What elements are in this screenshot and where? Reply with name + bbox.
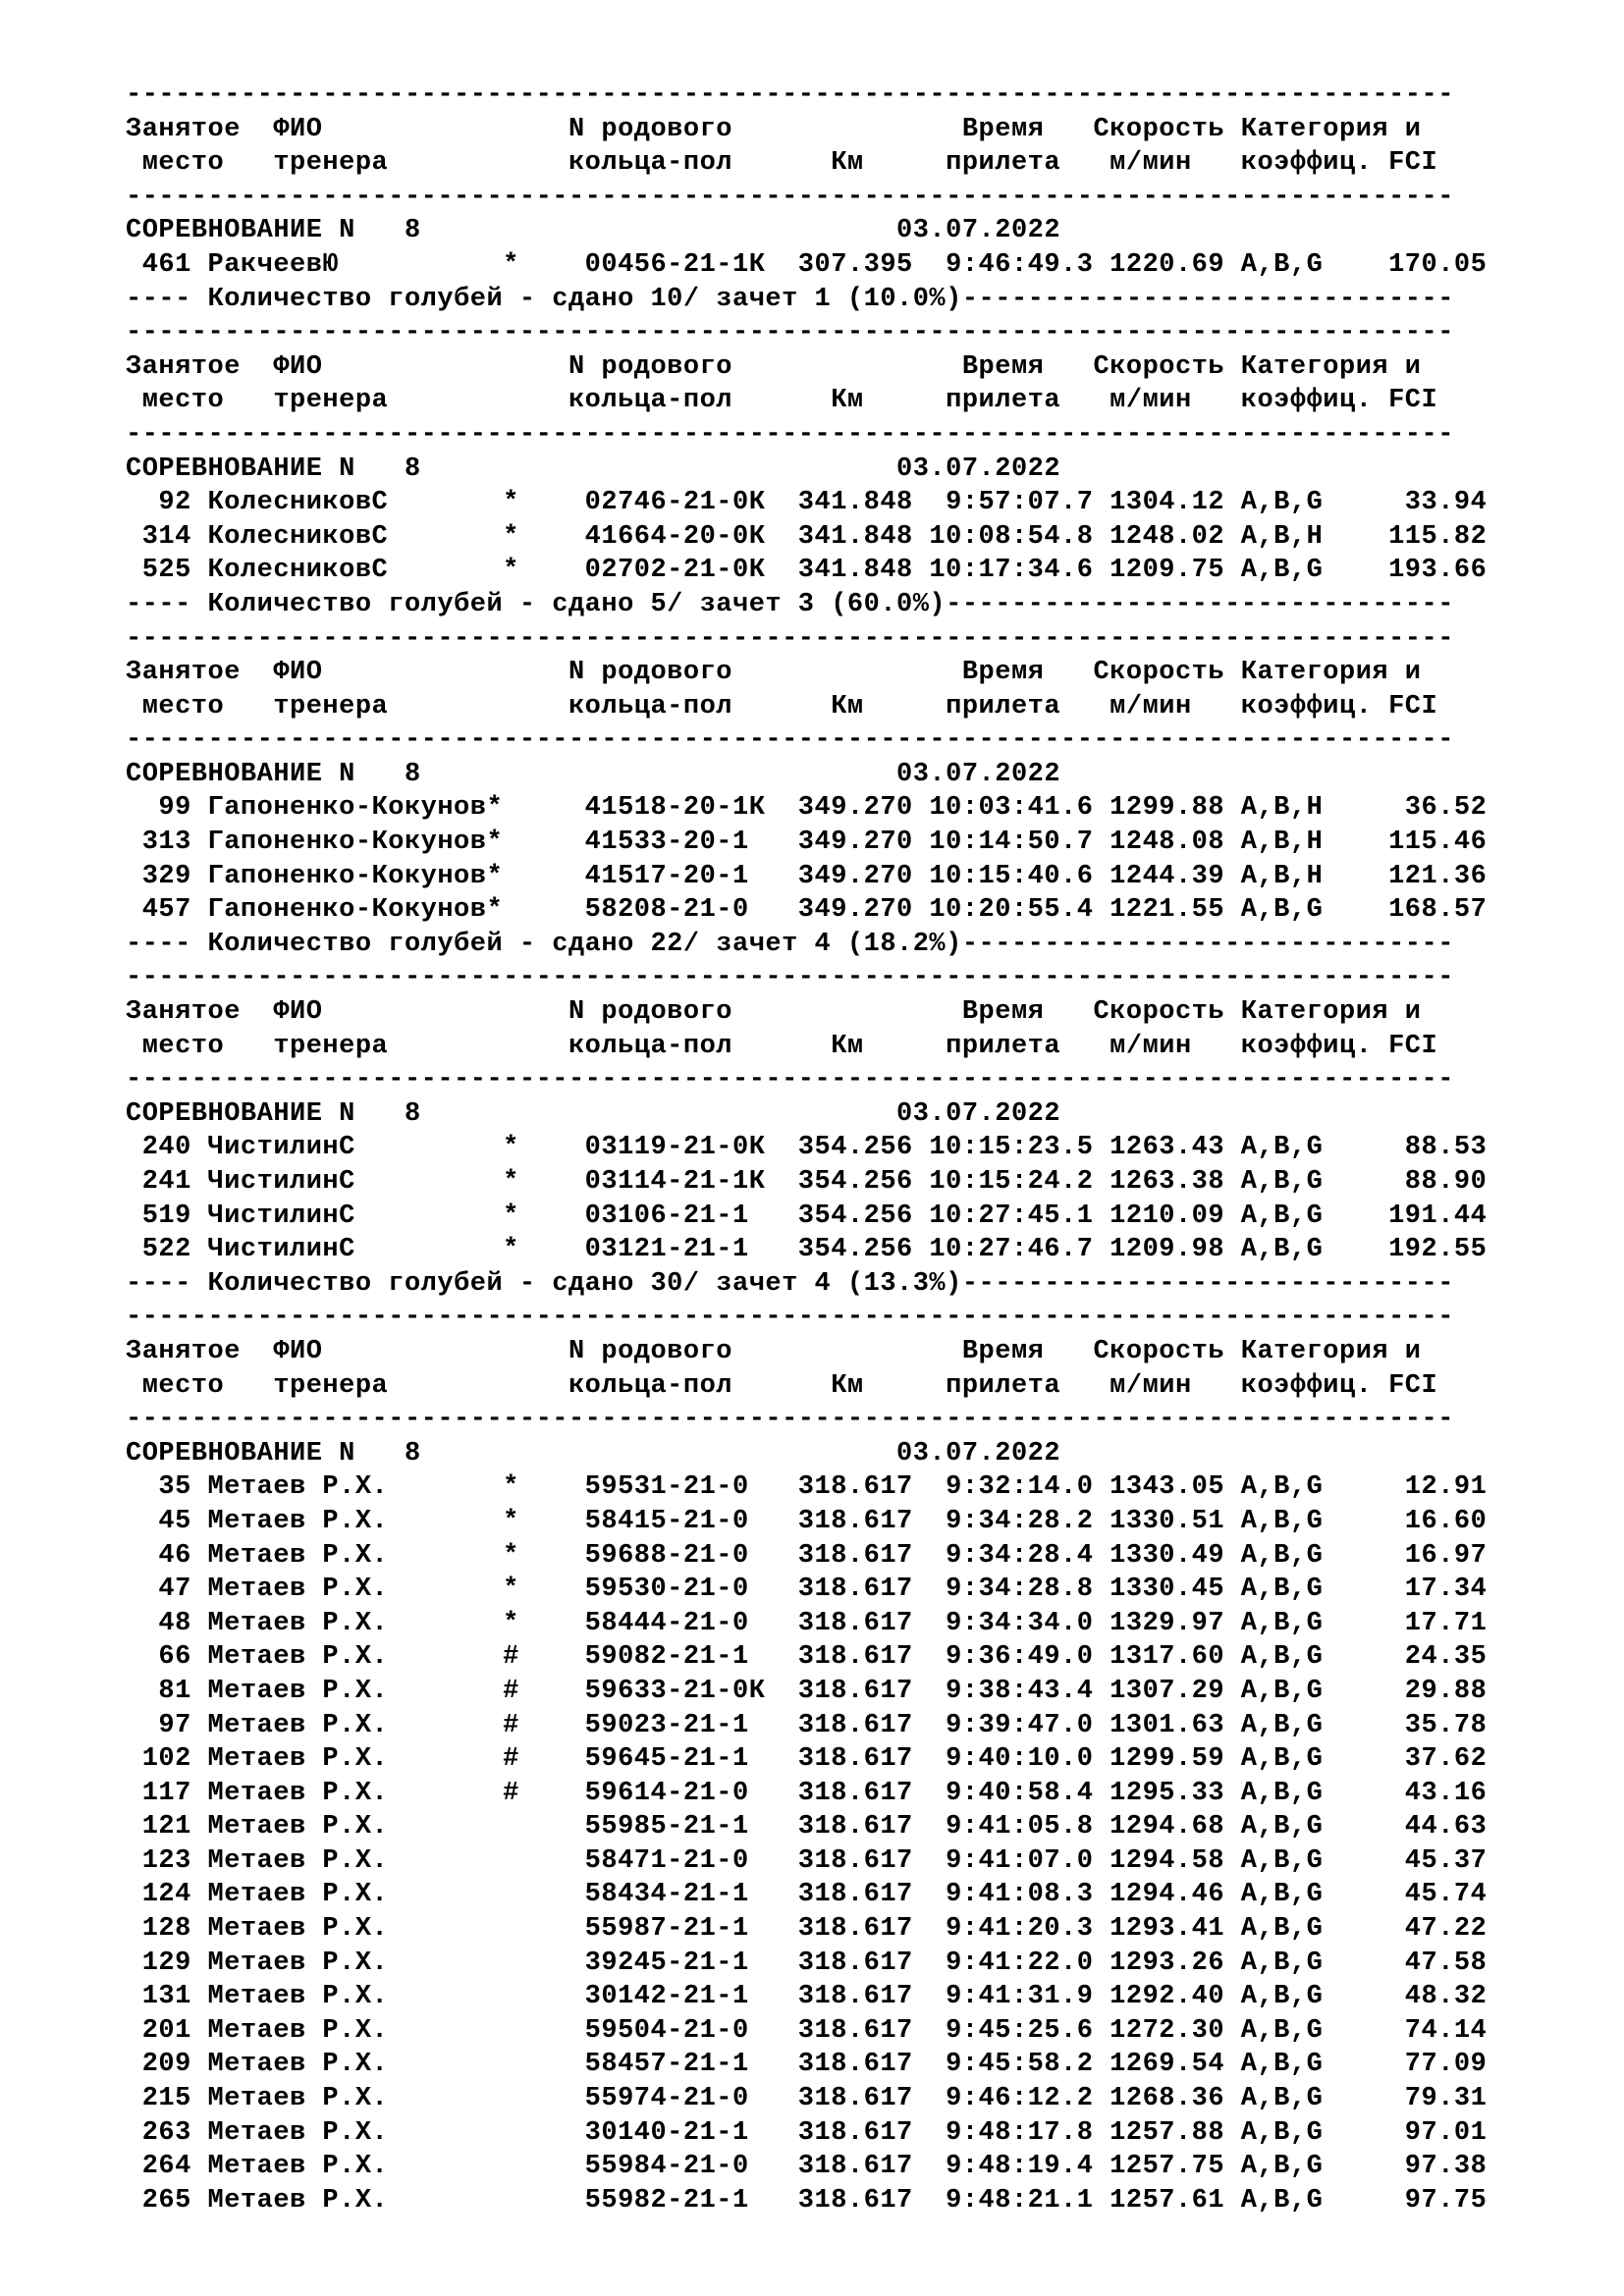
result-row: 240 ЧистилинС * 03119-21-0К 354.256 10:15:23.5 1263.43 A,B,G 88.53 xyxy=(126,1133,1488,1163)
result-row: 314 КолесниковС * 41664-20-0К 341.848 10:08:54.8 1248.02 A,B,H 115.82 xyxy=(126,521,1488,552)
result-row: 99 Гапоненко-Кокунов* 41518-20-1К 349.270 10:03:41.6 1299.88 A,B,H 36.52 xyxy=(126,793,1488,824)
summary-line: ---- Количество голубей - сдано 22/ зачет 4 (18.2%)------------------------------ xyxy=(126,929,1454,959)
column-header: Занятое ФИО N родового Время Скорость Категория и xyxy=(126,1336,1422,1366)
column-header: место тренера кольца-пол Км прилета м/мин коэффиц. FCI xyxy=(126,1031,1438,1061)
competition-header: СОРЕВНОВАНИЕ N 8 03.07.2022 xyxy=(126,216,1061,246)
column-header: место тренера кольца-пол Км прилета м/мин коэффиц. FCI xyxy=(126,386,1438,416)
separator-line: --------------------------------------------------------------------------------- xyxy=(126,318,1454,348)
result-row: 241 ЧистилинС * 03114-21-1К 354.256 10:15:24.2 1263.38 A,B,G 88.90 xyxy=(126,1167,1488,1197)
result-row: 264 Метаев Р.Х. 55984-21-0 318.617 9:48:19.4 1257.75 A,B,G 97.38 xyxy=(126,2152,1488,2182)
result-row: 525 КолесниковС * 02702-21-0К 341.848 10:17:34.6 1209.75 A,B,G 193.66 xyxy=(126,556,1488,586)
column-header: Занятое ФИО N родового Время Скорость Категория и xyxy=(126,658,1422,688)
result-row: 263 Метаев Р.Х. 30140-21-1 318.617 9:48:17.8 1257.88 A,B,G 97.01 xyxy=(126,2117,1488,2148)
separator-line: --------------------------------------------------------------------------------- xyxy=(126,1405,1454,1435)
summary-line: ---- Количество голубей - сдано 30/ зачет 4 (13.3%)------------------------------ xyxy=(126,1268,1454,1299)
result-row: 121 Метаев Р.Х. 55985-21-1 318.617 9:41:05.8 1294.68 A,B,G 44.63 xyxy=(126,1812,1488,1842)
result-row: 129 Метаев Р.Х. 39245-21-1 318.617 9:41:22.0 1293.26 A,B,G 47.58 xyxy=(126,1948,1488,1978)
result-row: 47 Метаев Р.Х. * 59530-21-0 318.617 9:34:28.8 1330.45 A,B,G 17.34 xyxy=(126,1575,1488,1605)
competition-header: СОРЕВНОВАНИЕ N 8 03.07.2022 xyxy=(126,454,1061,484)
separator-line: --------------------------------------------------------------------------------- xyxy=(126,419,1454,450)
result-row: 265 Метаев Р.Х. 55982-21-1 318.617 9:48:21.1 1257.61 A,B,G 97.75 xyxy=(126,2185,1488,2216)
result-row: 92 КолесниковС * 02746-21-0К 341.848 9:57:07.7 1304.12 A,B,G 33.94 xyxy=(126,488,1488,518)
column-header: место тренера кольца-пол Км прилета м/мин коэффиц. FCI xyxy=(126,148,1438,179)
result-row: 128 Метаев Р.Х. 55987-21-1 318.617 9:41:20.3 1293.41 A,B,G 47.22 xyxy=(126,1914,1488,1945)
result-row: 48 Метаев Р.Х. * 58444-21-0 318.617 9:34:34.0 1329.97 A,B,G 17.71 xyxy=(126,1608,1488,1638)
result-row: 45 Метаев Р.Х. * 58415-21-0 318.617 9:34:28.2 1330.51 A,B,G 16.60 xyxy=(126,1506,1488,1536)
column-header: Занятое ФИО N родового Время Скорость Категория и xyxy=(126,351,1422,382)
result-row: 117 Метаев Р.Х. # 59614-21-0 318.617 9:40:58.4 1295.33 A,B,G 43.16 xyxy=(126,1778,1488,1808)
result-row: 124 Метаев Р.Х. 58434-21-1 318.617 9:41:08.3 1294.46 A,B,G 45.74 xyxy=(126,1880,1488,1910)
result-row: 215 Метаев Р.Х. 55974-21-0 318.617 9:46:12.2 1268.36 A,B,G 79.31 xyxy=(126,2084,1488,2114)
separator-line: --------------------------------------------------------------------------------- xyxy=(126,182,1454,212)
column-header: место тренера кольца-пол Км прилета м/мин коэффиц. FCI xyxy=(126,1370,1438,1401)
column-header: Занятое ФИО N родового Время Скорость Категория и xyxy=(126,997,1422,1028)
competition-header: СОРЕВНОВАНИЕ N 8 03.07.2022 xyxy=(126,1098,1061,1129)
result-row: 66 Метаев Р.Х. # 59082-21-1 318.617 9:36:49.0 1317.60 A,B,G 24.35 xyxy=(126,1642,1488,1673)
separator-line: --------------------------------------------------------------------------------- xyxy=(126,1065,1454,1095)
result-row: 201 Метаев Р.Х. 59504-21-0 318.617 9:45:25.6 1272.30 A,B,G 74.14 xyxy=(126,2015,1488,2046)
result-row: 102 Метаев Р.Х. # 59645-21-1 318.617 9:40:10.0 1299.59 A,B,G 37.62 xyxy=(126,1744,1488,1775)
result-row: 123 Метаев Р.Х. 58471-21-0 318.617 9:41:07.0 1294.58 A,B,G 45.37 xyxy=(126,1845,1488,1876)
result-row: 519 ЧистилинС * 03106-21-1 354.256 10:27:45.1 1210.09 A,B,G 191.44 xyxy=(126,1201,1488,1231)
result-row: 209 Метаев Р.Х. 58457-21-1 318.617 9:45:58.2 1269.54 A,B,G 77.09 xyxy=(126,2050,1488,2080)
column-header: Занятое ФИО N родового Время Скорость Категория и xyxy=(126,114,1422,144)
column-header: место тренера кольца-пол Км прилета м/мин коэффиц. FCI xyxy=(126,691,1438,721)
competition-header: СОРЕВНОВАНИЕ N 8 03.07.2022 xyxy=(126,1438,1061,1468)
result-row: 35 Метаев Р.Х. * 59531-21-0 318.617 9:32:14.0 1343.05 A,B,G 12.91 xyxy=(126,1472,1488,1503)
result-row: 81 Метаев Р.Х. # 59633-21-0К 318.617 9:38:43.4 1307.29 A,B,G 29.88 xyxy=(126,1676,1488,1706)
result-row: 46 Метаев Р.Х. * 59688-21-0 318.617 9:34:28.4 1330.49 A,B,G 16.97 xyxy=(126,1540,1488,1571)
result-row: 97 Метаев Р.Х. # 59023-21-1 318.617 9:39:47.0 1301.63 A,B,G 35.78 xyxy=(126,1710,1488,1740)
summary-line: ---- Количество голубей - сдано 10/ зачет 1 (10.0%)------------------------------ xyxy=(126,284,1454,314)
separator-line: --------------------------------------------------------------------------------- xyxy=(126,80,1454,110)
result-row: 457 Гапоненко-Кокунов* 58208-21-0 349.270 10:20:55.4 1221.55 A,B,G 168.57 xyxy=(126,895,1488,926)
result-row: 461 РакчеевЮ * 00456-21-1К 307.395 9:46:49.3 1220.69 A,B,G 170.05 xyxy=(126,249,1488,280)
summary-line: ---- Количество голубей - сдано 5/ зачет 3 (60.0%)------------------------------- xyxy=(126,589,1454,619)
separator-line: --------------------------------------------------------------------------------- xyxy=(126,963,1454,993)
result-row: 131 Метаев Р.Х. 30142-21-1 318.617 9:41:31.9 1292.40 A,B,G 48.32 xyxy=(126,1982,1488,2012)
separator-line: --------------------------------------------------------------------------------- xyxy=(126,623,1454,654)
competition-header: СОРЕВНОВАНИЕ N 8 03.07.2022 xyxy=(126,759,1061,789)
result-row: 329 Гапоненко-Кокунов* 41517-20-1 349.270 10:15:40.6 1244.39 A,B,H 121.36 xyxy=(126,861,1488,891)
result-row: 313 Гапоненко-Кокунов* 41533-20-1 349.270 10:14:50.7 1248.08 A,B,H 115.46 xyxy=(126,828,1488,858)
separator-line: --------------------------------------------------------------------------------- xyxy=(126,1303,1454,1333)
separator-line: --------------------------------------------------------------------------------- xyxy=(126,725,1454,756)
results-report xyxy=(126,79,1487,2217)
result-row: 522 ЧистилинС * 03121-21-1 354.256 10:27:46.7 1209.98 A,B,G 192.55 xyxy=(126,1235,1488,1265)
